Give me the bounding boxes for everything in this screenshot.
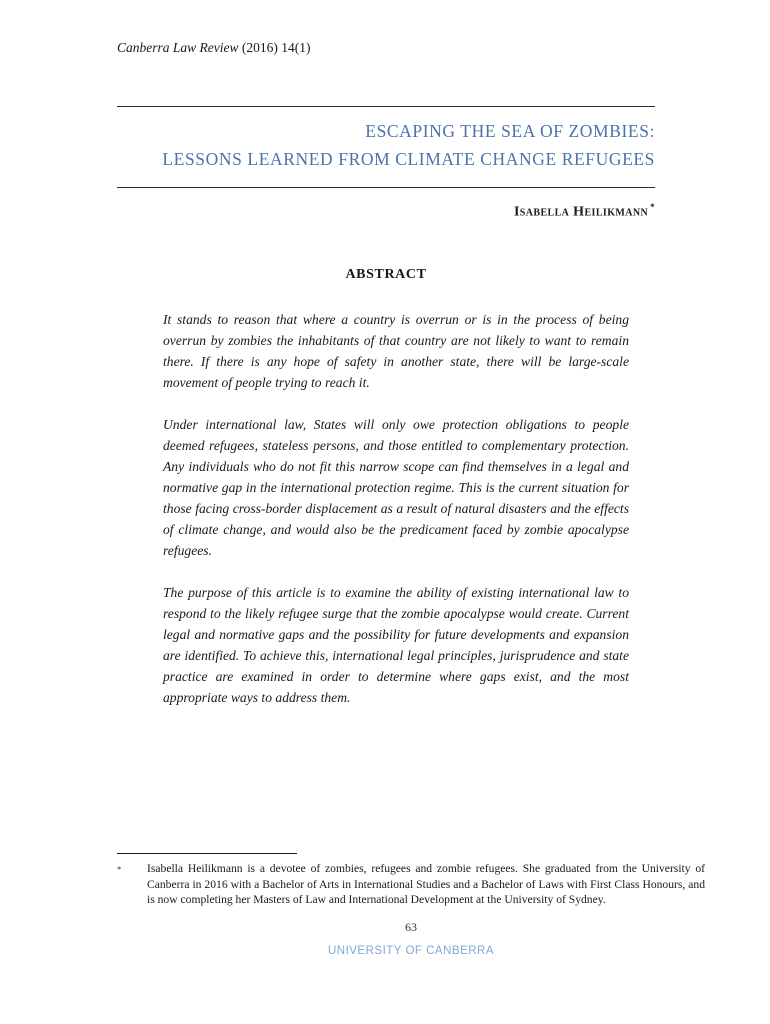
horizontal-rule-top	[117, 106, 655, 107]
author-line	[117, 202, 655, 221]
journal-name: Canberra Law Review	[117, 40, 239, 55]
author-footnote-marker: *	[650, 202, 655, 212]
horizontal-rule-under-title	[117, 187, 655, 188]
article-title-line2: LESSONS LEARNED FROM CLIMATE CHANGE REFUGEES	[162, 149, 655, 169]
university-brand: UNIVERSITY OF CANBERRA	[327, 944, 495, 957]
journal-volume: (2016) 14(1)	[238, 40, 311, 55]
footnote-separator-rule	[117, 853, 297, 854]
article-title-line1: ESCAPING THE SEA OF ZOMBIES:	[365, 121, 655, 141]
footnote-text: Isabella Heilikmann is a devotee of zombies, refugees and zombie refugees. She graduated from the University of Canberra in 2016 with a Bachelor of Arts in International Studies and a Bachelor of Laws with First Class Honours, and is now completing her Masters of Law and International Development at the University of Sydney.	[147, 862, 705, 906]
abstract-body	[163, 309, 629, 708]
journal-header	[117, 40, 655, 56]
footnote	[117, 861, 705, 908]
abstract-paragraph-3: The purpose of this article is to examine the ability of existing international law to respond to the likely refugee surge that the zombie apocalypse would create. Current legal and normative gaps and the possibility for future developments and expansion are identified. To achieve this, international legal principles, jurisprudence and state practice are examined in order to determine where gaps exist, and the most appropriate ways to address them.	[163, 584, 629, 705]
page-number: 63	[405, 919, 417, 934]
article-title	[117, 117, 655, 173]
footnote-symbol: *	[117, 864, 122, 874]
abstract-paragraph-1: It stands to reason that where a country is overrun or is in the process of being overrun by zombies the inhabitants of that country are not likely to want to remain there. If there is any hope of safety in another state, there will be large-scale movement of people trying to reach it.	[163, 311, 629, 390]
abstract-heading: ABSTRACT	[345, 266, 427, 282]
page-footer-block	[117, 853, 705, 957]
abstract-paragraph-2: Under international law, States will only owe protection obligations to people deemed refugees, stateless persons, and those entitled to complementary protection. Any individuals who do not fit this narrow scope can find themselves in a legal and normative gap in the international protection regime. This is the current situation for those facing cross-border displacement as a result of natural disasters and the effects of climate change, and would also be the predicament faced by zombie apocalypse refugees.	[163, 416, 629, 558]
author-name: Isabella Heilikmann	[513, 204, 649, 220]
